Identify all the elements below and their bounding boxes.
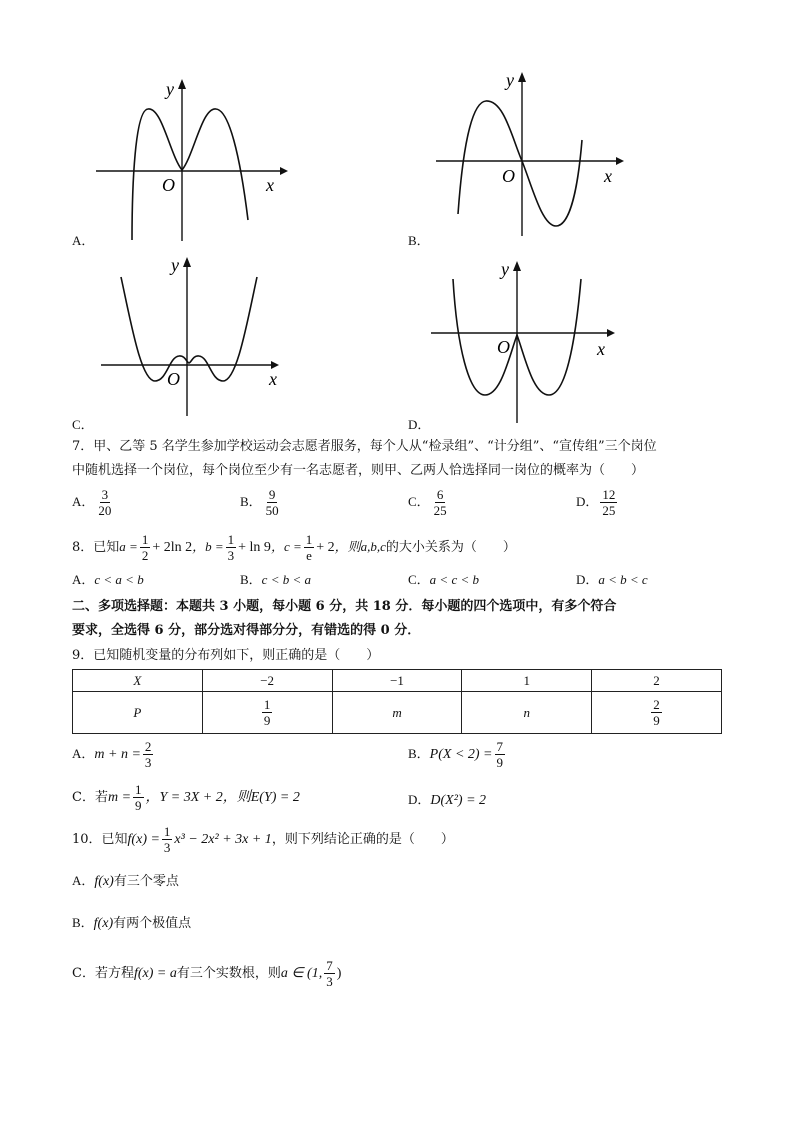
q10-stem: 10．已知f(x) = $\frac{1}{3}$ x³ − 2x² + 3x + 1，则下列结论正确的是（ ） [72,824,454,855]
graph-a-label: A． [72,233,95,248]
origin-label: O [162,175,175,195]
graph-b-label: B． [408,233,430,248]
graph-a [90,75,290,245]
section-2-heading-line-1: 二、多项选择题：本题共 3 小题，每小题 6 分，共 18 分．每小题的四个选项中，有多个符合 [72,599,617,614]
table-cell: X [73,670,203,692]
q10-option-c: C．若方程f(x) = a有三个实数根，则a ∈ (1, $\frac{7}{3}$ ) [72,958,342,989]
graph-d [425,257,625,427]
table-cell: −1 [332,670,462,692]
q8-stem: 8．已知a = $\frac{1}{2}$ + 2ln 2，b = $\frac{1}{3}$ + ln 9，c = $\frac{1}{e}$ + 2，则a,b,c的大小关系为（ ） [72,532,516,563]
x-axis-label: x [597,339,605,359]
q7-option-c: C． $\frac{6}{25}$ [408,487,447,518]
q7-option-d: D． $\frac{12}{25}$ [576,487,616,518]
table-row [73,670,722,692]
graph-d-label: D． [408,417,431,432]
q10-option-b: B．f(x)有两个极值点 [72,915,192,931]
q8-option-a: A．c < a < b [72,572,144,587]
q9-stem: 9．已知随机变量的分布列如下，则正确的是（ ） [72,648,380,663]
y-axis-label: y [506,70,514,90]
distribution-table [72,669,722,734]
q9-option-d: D．D(X²) = 2 [408,792,487,808]
table-cell: m [332,692,462,734]
x-axis-label: x [604,166,612,186]
graph-c [95,253,295,423]
table-cell: 2 [592,670,722,692]
table-row [73,692,722,734]
q8-option-b: B．c < b < a [240,572,311,587]
graph-c-label: C． [72,417,94,432]
q9-option-b: B．P(X < 2) = $\frac{7}{9}$ [408,739,503,770]
y-axis-label: y [501,259,509,279]
table-cell: $\frac{2}{9}$ [592,692,722,734]
y-axis-label: y [166,79,174,99]
q8-option-d: D．a < b < c [576,572,648,587]
origin-label: O [502,166,515,186]
table-cell: n [462,692,592,734]
origin-label: O [167,369,180,389]
table-cell: P [73,692,203,734]
graph-b [430,68,630,238]
x-axis-label: x [269,369,277,389]
q7-option-b: B． $\frac{9}{50}$ [240,487,279,518]
q8-option-c: C．a < c < b [408,572,479,587]
table-cell: $\frac{1}{9}$ [202,692,332,734]
q7-line-2: 中随机选择一个岗位，每个岗位至少有一名志愿者，则甲、乙两人恰选择同一岗位的概率为（ ） [72,463,645,478]
table-cell: −2 [202,670,332,692]
q9-option-c: C．若m = $\frac{1}{9}$ ，Y = 3X + 2，则E(Y) = 2 [72,782,300,813]
q7-option-a: A． $\frac{3}{20}$ [72,487,112,518]
section-2-heading-line-2: 要求，全选得 6 分，部分选对得部分分，有错选的得 0 分． [72,623,421,638]
table-cell: 1 [462,670,592,692]
q10-option-a: A．f(x)有三个零点 [72,873,179,889]
origin-label: O [497,337,510,357]
q7-line-1: 7．甲、乙等 5 名学生参加学校运动会志愿者服务，每个人从“检录组”、“计分组”、“宣传组”三个岗位 [72,439,657,454]
y-axis-label: y [171,255,179,275]
q9-option-a: A．m + n = $\frac{2}{3}$ [72,739,152,770]
x-axis-label: x [266,175,274,195]
